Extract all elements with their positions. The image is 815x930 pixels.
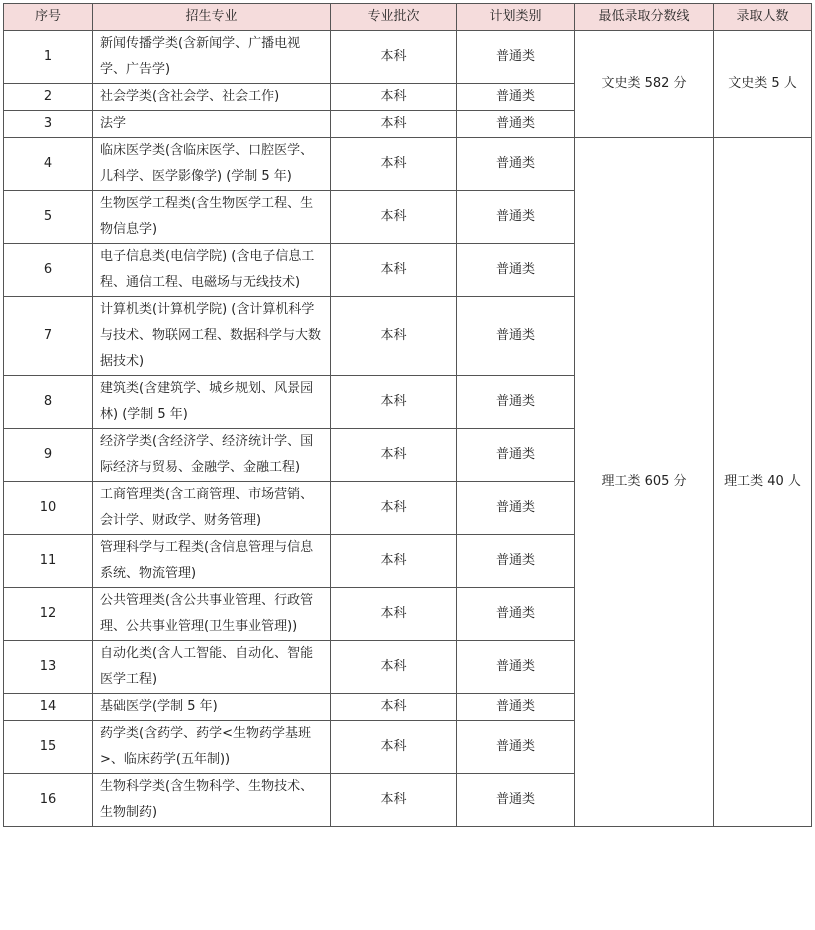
plan-category: 普通类: [457, 297, 575, 376]
major-name: 管理科学与工程类(含信息管理与信息系统、物流管理): [93, 535, 331, 588]
column-header: 招生专业: [93, 4, 331, 31]
column-header: 录取人数: [714, 4, 812, 31]
table-row: [4, 31, 812, 84]
plan-category: 普通类: [457, 588, 575, 641]
major-name: 生物科学类(含生物科学、生物技术、生物制药): [93, 774, 331, 827]
plan-category: 普通类: [457, 482, 575, 535]
table-row: [4, 138, 812, 191]
batch-cell: 本科: [331, 641, 457, 694]
plan-category: 普通类: [457, 429, 575, 482]
row-number: 7: [4, 297, 93, 376]
batch-cell: 本科: [331, 84, 457, 111]
plan-category: 普通类: [457, 84, 575, 111]
major-name: 药学类(含药学、药学<生物药学基班>、临床药学(五年制)): [93, 721, 331, 774]
plan-category: 普通类: [457, 694, 575, 721]
row-number: 5: [4, 191, 93, 244]
row-number: 16: [4, 774, 93, 827]
plan-category: 普通类: [457, 641, 575, 694]
plan-category: 普通类: [457, 138, 575, 191]
row-number: 1: [4, 31, 93, 84]
major-name: 自动化类(含人工智能、自动化、智能医学工程): [93, 641, 331, 694]
row-number: 12: [4, 588, 93, 641]
major-name: 经济学类(含经济学、经济统计学、国际经济与贸易、金融学、金融工程): [93, 429, 331, 482]
batch-cell: 本科: [331, 482, 457, 535]
batch-cell: 本科: [331, 297, 457, 376]
major-name: 工商管理类(含工商管理、市场营销、会计学、财政学、财务管理): [93, 482, 331, 535]
row-number: 11: [4, 535, 93, 588]
batch-cell: 本科: [331, 111, 457, 138]
major-name: 电子信息类(电信学院) (含电子信息工程、通信工程、电磁场与无线技术): [93, 244, 331, 297]
plan-category: 普通类: [457, 376, 575, 429]
row-number: 6: [4, 244, 93, 297]
min-score-cell: 文史类 582 分: [575, 31, 714, 138]
plan-category: 普通类: [457, 535, 575, 588]
column-header: 最低录取分数线: [575, 4, 714, 31]
column-header: 序号: [4, 4, 93, 31]
batch-cell: 本科: [331, 191, 457, 244]
column-header: 专业批次: [331, 4, 457, 31]
row-number: 3: [4, 111, 93, 138]
major-name: 基础医学(学制 5 年): [93, 694, 331, 721]
row-number: 10: [4, 482, 93, 535]
major-name: 新闻传播学类(含新闻学、广播电视学、广告学): [93, 31, 331, 84]
admitted-count-cell: 文史类 5 人: [714, 31, 812, 138]
batch-cell: 本科: [331, 721, 457, 774]
batch-cell: 本科: [331, 774, 457, 827]
batch-cell: 本科: [331, 694, 457, 721]
row-number: 13: [4, 641, 93, 694]
plan-category: 普通类: [457, 31, 575, 84]
major-name: 计算机类(计算机学院) (含计算机科学与技术、物联网工程、数据科学与大数据技术): [93, 297, 331, 376]
row-number: 14: [4, 694, 93, 721]
batch-cell: 本科: [331, 138, 457, 191]
batch-cell: 本科: [331, 588, 457, 641]
header-row: [4, 4, 812, 31]
batch-cell: 本科: [331, 535, 457, 588]
admission-table: [3, 3, 812, 827]
major-name: 临床医学类(含临床医学、口腔医学、儿科学、医学影像学) (学制 5 年): [93, 138, 331, 191]
plan-category: 普通类: [457, 191, 575, 244]
batch-cell: 本科: [331, 31, 457, 84]
plan-category: 普通类: [457, 721, 575, 774]
plan-category: 普通类: [457, 774, 575, 827]
row-number: 4: [4, 138, 93, 191]
major-name: 建筑类(含建筑学、城乡规划、风景园林) (学制 5 年): [93, 376, 331, 429]
batch-cell: 本科: [331, 429, 457, 482]
row-number: 9: [4, 429, 93, 482]
batch-cell: 本科: [331, 244, 457, 297]
row-number: 2: [4, 84, 93, 111]
major-name: 生物医学工程类(含生物医学工程、生物信息学): [93, 191, 331, 244]
batch-cell: 本科: [331, 376, 457, 429]
major-name: 社会学类(含社会学、社会工作): [93, 84, 331, 111]
row-number: 15: [4, 721, 93, 774]
plan-category: 普通类: [457, 111, 575, 138]
column-header: 计划类别: [457, 4, 575, 31]
major-name: 法学: [93, 111, 331, 138]
min-score-cell: 理工类 605 分: [575, 138, 714, 827]
plan-category: 普通类: [457, 244, 575, 297]
admitted-count-cell: 理工类 40 人: [714, 138, 812, 827]
row-number: 8: [4, 376, 93, 429]
major-name: 公共管理类(含公共事业管理、行政管理、公共事业管理(卫生事业管理)): [93, 588, 331, 641]
